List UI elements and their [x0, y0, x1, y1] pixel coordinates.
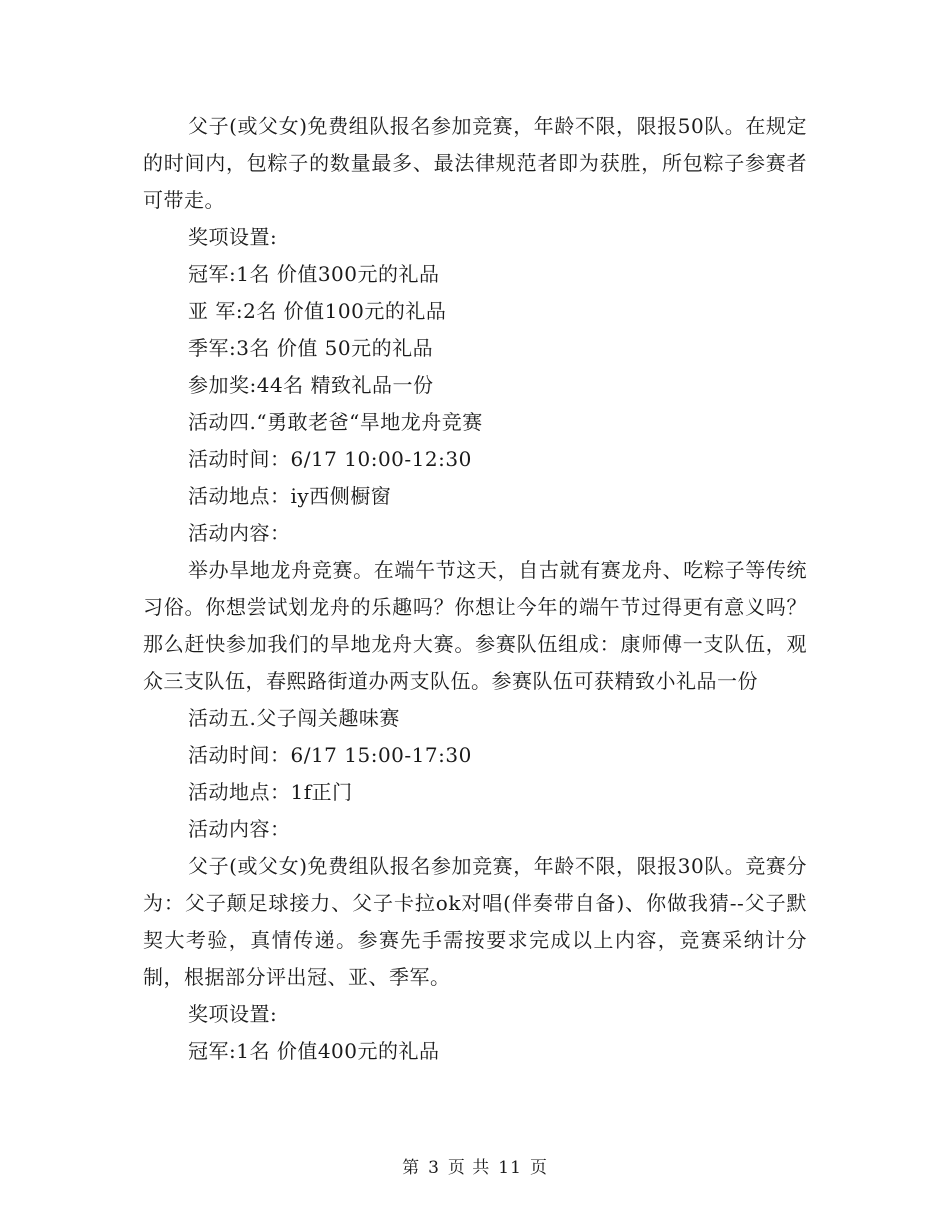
document-body: [143, 108, 807, 1070]
paragraph-5: 季军:3名 价值 50元的礼品: [188, 336, 434, 360]
paragraph-11: 举办旱地龙舟竞赛。在端午节这天，自古就有赛龙舟、吃粽子等传统习俗。你想尝试划龙舟的乐趣吗？你想让今年的端午节过得更有意义吗？那么赶快参加我们的旱地龙舟大赛。参赛队伍组成：康师傅一支队伍，观众三支队伍，春熙路街道办两支队伍。参赛队伍可获精致小礼品一份: [143, 558, 807, 693]
paragraph-18: 冠军:1名 价值400元的礼品: [188, 1039, 440, 1063]
paragraph-17: 奖项设置:: [188, 1002, 278, 1026]
paragraph-7: 活动四.“勇敢老爸“旱地龙舟竞赛: [188, 410, 483, 434]
paragraph-15: 活动内容：: [188, 817, 291, 841]
paragraph-1: 父子(或父女)免费组队报名参加竞赛，年龄不限，限报50队。在规定的时间内，包粽子的数量最多、最法律规范者即为获胜，所包粽子参赛者可带走。: [143, 114, 807, 212]
footer-suffix: 页: [529, 1158, 548, 1178]
paragraph-2: 奖项设置:: [188, 225, 278, 249]
paragraph-13: 活动时间：6/17 15:00-17:30: [188, 743, 472, 767]
paragraph-12: 活动五.父子闯关趣味赛: [188, 706, 400, 730]
page-footer: [0, 1153, 950, 1178]
footer-prefix: 第: [402, 1158, 421, 1178]
paragraph-9: 活动地点：iy西侧橱窗: [188, 484, 392, 508]
paragraph-10: 活动内容：: [188, 521, 291, 545]
footer-page-number: 3: [428, 1158, 440, 1178]
paragraph-3: 冠军:1名 价值300元的礼品: [188, 262, 440, 286]
paragraph-4: 亚 军:2名 价值100元的礼品: [188, 299, 447, 323]
footer-middle: 页 共: [447, 1158, 491, 1178]
paragraph-14: 活动地点：1f正门: [188, 780, 353, 804]
paragraph-8: 活动时间：6/17 10:00-12:30: [188, 447, 472, 471]
paragraph-16: 父子(或父女)免费组队报名参加竞赛，年龄不限，限报30队。竞赛分为：父子颠足球接力、父子卡拉ok对唱(伴奏带自备)、你做我猜--父子默契大考验，真情传递。参赛先手需按要求完成以上内容，竞赛采纳计分制，根据部分评出冠、亚、季军。: [143, 854, 807, 989]
footer-total-pages: 11: [498, 1158, 522, 1178]
paragraph-6: 参加奖:44名 精致礼品一份: [188, 373, 434, 397]
